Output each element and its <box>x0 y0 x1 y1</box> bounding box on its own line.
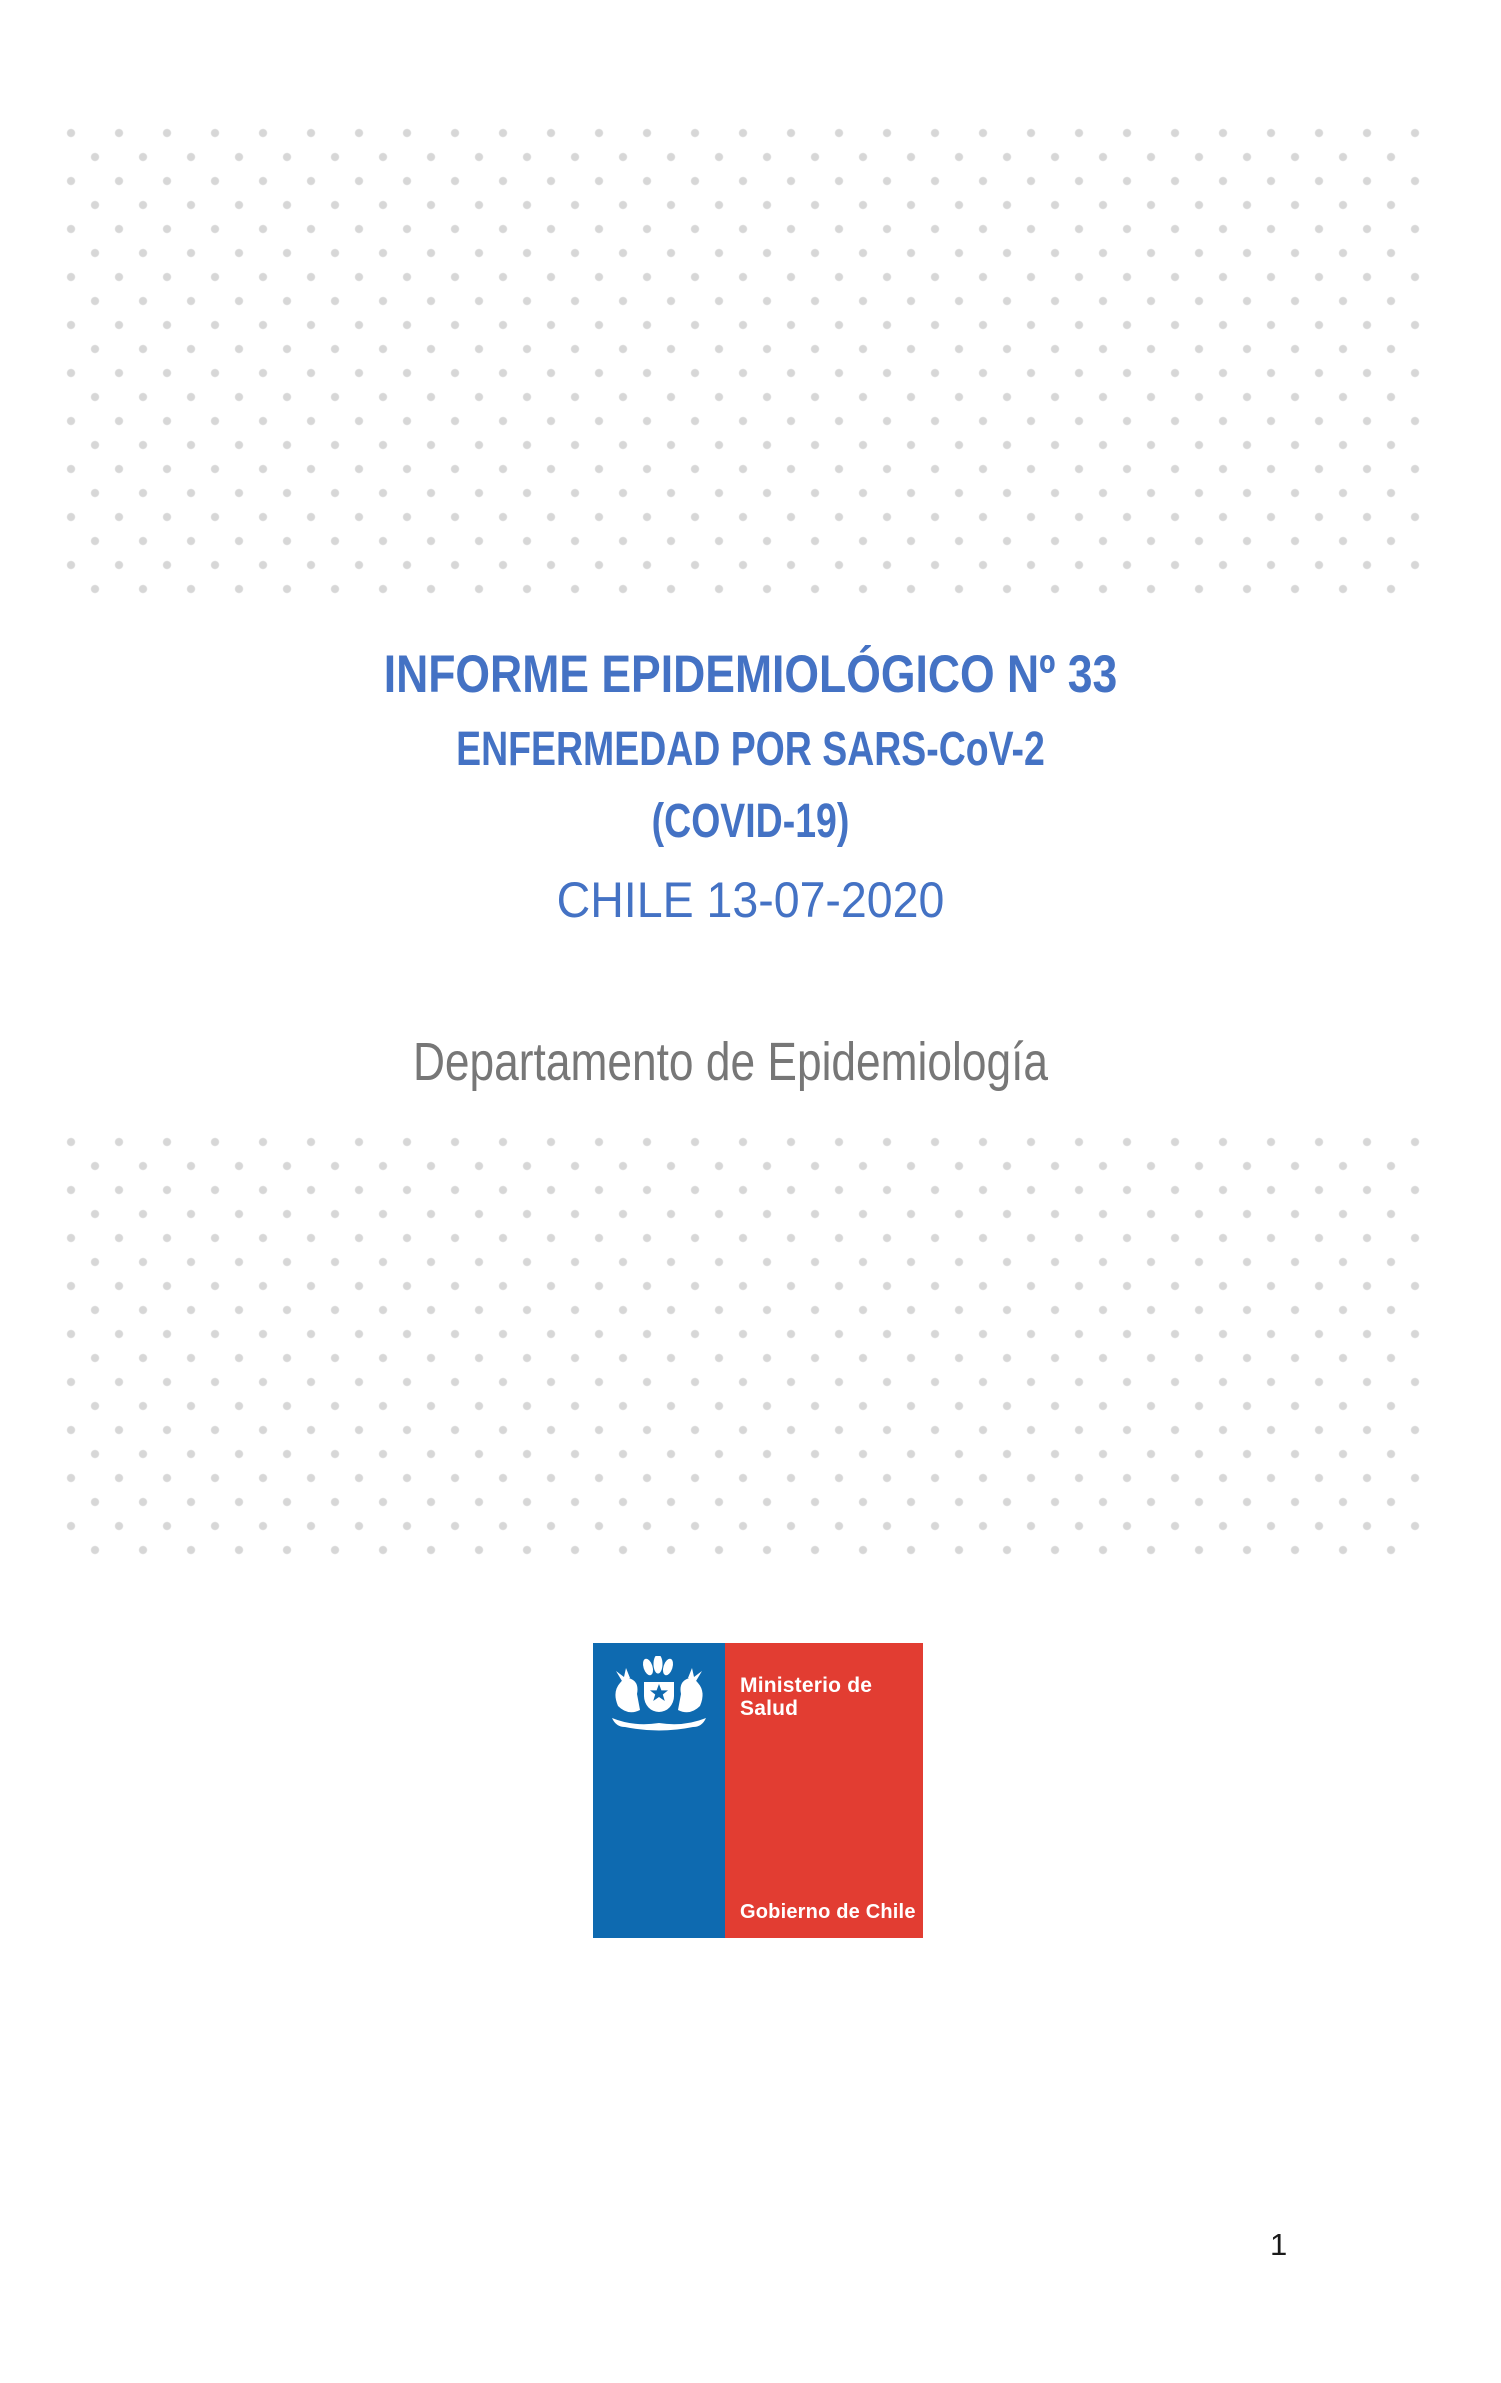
logo-red-panel <box>725 1643 923 1938</box>
ministry-name-line2: Salud <box>740 1697 799 1720</box>
ministry-of-health-logo <box>593 1643 923 1938</box>
report-subtitle-covid: (COVID-19) <box>651 795 850 848</box>
government-label: Gobierno de Chile <box>740 1901 916 1923</box>
ministry-name-line1: Ministerio de <box>740 1674 873 1697</box>
page-number: 1 <box>1270 2227 1288 2262</box>
report-title: INFORME EPIDEMIOLÓGICO Nº 33 <box>383 645 1118 704</box>
department-name: Departamento de Epidemiología <box>412 1032 1049 1092</box>
report-date-line: CHILE 13-07-2020 <box>556 872 945 928</box>
report-subtitle-disease: ENFERMEDAD POR SARS-CoV-2 <box>456 723 1045 776</box>
coat-of-arms-icon <box>606 1656 712 1736</box>
ministry-name-label <box>740 1674 872 1720</box>
dot-pattern-band-top <box>59 121 1427 601</box>
dot-pattern-band-middle <box>59 1130 1427 1568</box>
logo-blue-panel <box>593 1643 725 1938</box>
